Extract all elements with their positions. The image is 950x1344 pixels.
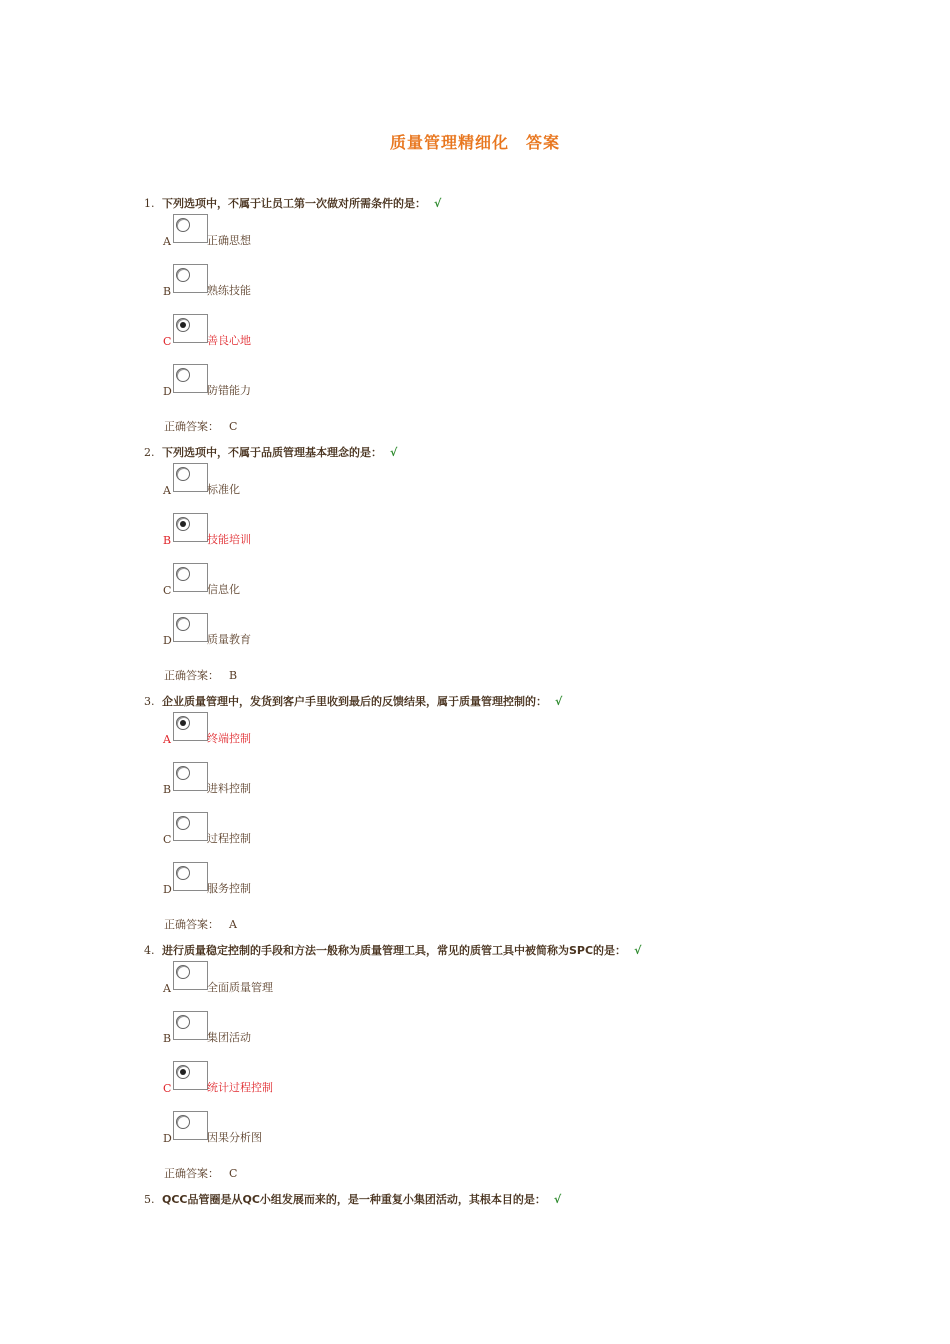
option-text: 服务控制 — [207, 882, 251, 895]
option-b[interactable] — [163, 264, 363, 300]
correct-answer — [164, 667, 237, 683]
option-letter: D — [163, 1132, 172, 1145]
question-text: 企业质量管理中，发货到客户手里收到最后的反馈结果，属于质量管理控制的： — [162, 695, 547, 708]
correct-answer-label: 正确答案： — [164, 918, 219, 931]
radio-frame — [173, 463, 208, 492]
radio-icon[interactable] — [176, 866, 190, 880]
correct-check-icon: √ — [634, 944, 642, 957]
question-number: 5. — [144, 1193, 155, 1206]
page-title: 质量管理精细化 答案 — [389, 133, 560, 152]
correct-answer-label: 正确答案： — [164, 420, 219, 433]
option-a[interactable] — [163, 463, 363, 499]
correct-check-icon: √ — [434, 197, 442, 210]
option-letter: B — [163, 1032, 172, 1045]
radio-icon[interactable] — [176, 218, 190, 232]
option-letter: A — [163, 235, 171, 248]
option-a[interactable] — [163, 961, 363, 997]
option-letter: C — [163, 335, 172, 348]
option-c[interactable] — [163, 1061, 363, 1097]
question-number: 4. — [144, 944, 155, 957]
option-d[interactable] — [163, 613, 363, 649]
radio-icon[interactable] — [176, 816, 190, 830]
radio-frame — [173, 264, 208, 293]
option-c[interactable] — [163, 563, 363, 599]
radio-icon[interactable] — [176, 965, 190, 979]
correct-answer-value: C — [229, 420, 238, 433]
option-c[interactable] — [163, 314, 363, 350]
correct-check-icon: √ — [553, 1193, 562, 1206]
option-text: 质量教育 — [207, 633, 251, 646]
option-letter: A — [163, 982, 171, 995]
option-letter: A — [163, 484, 171, 497]
option-letter: B — [163, 285, 172, 298]
correct-answer-value: B — [229, 669, 238, 682]
option-text: 进料控制 — [207, 782, 251, 795]
question-5 — [144, 1191, 561, 1207]
radio-icon[interactable] — [176, 467, 190, 481]
correct-answer-label: 正确答案： — [164, 669, 219, 682]
option-text: 熟练技能 — [207, 284, 251, 297]
radio-frame — [173, 712, 208, 741]
radio-frame — [173, 513, 208, 542]
option-text: 因果分析图 — [207, 1131, 262, 1144]
radio-frame — [173, 812, 208, 841]
question-number: 1. — [144, 197, 155, 210]
option-b[interactable] — [163, 762, 363, 798]
option-text: 善良心地 — [207, 334, 251, 347]
correct-answer — [164, 418, 237, 434]
correct-check-icon: √ — [555, 695, 563, 708]
option-a[interactable] — [163, 214, 363, 250]
question-number: 2. — [144, 446, 155, 459]
option-d[interactable] — [163, 364, 363, 400]
question-text: QCC品管圈是从QC小组发展而来的，是一种重复小集团活动，其根本目的是： — [162, 1193, 546, 1206]
option-d[interactable] — [163, 862, 363, 898]
question-4 — [144, 942, 641, 958]
option-d[interactable] — [163, 1111, 363, 1147]
radio-frame — [173, 563, 208, 592]
option-b[interactable] — [163, 513, 363, 549]
question-number: 3. — [144, 695, 155, 708]
radio-selected-icon[interactable] — [176, 318, 190, 332]
option-letter: B — [163, 534, 172, 547]
option-letter: A — [163, 733, 171, 746]
option-b[interactable] — [163, 1011, 363, 1047]
option-text: 标准化 — [207, 483, 240, 496]
radio-frame — [173, 1111, 208, 1140]
option-letter: B — [163, 783, 172, 796]
question-2 — [144, 444, 397, 460]
option-letter: D — [163, 634, 172, 647]
question-text: 下列选项中，不属于让员工第一次做对所需条件的是： — [162, 197, 426, 210]
correct-check-icon: √ — [390, 446, 398, 459]
option-text: 正确思想 — [207, 234, 251, 247]
radio-frame — [173, 961, 208, 990]
correct-answer-label: 正确答案： — [164, 1167, 219, 1180]
option-text: 全面质量管理 — [207, 981, 273, 994]
question-text: 下列选项中，不属于品质管理基本理念的是： — [162, 446, 382, 459]
question-3 — [144, 693, 562, 709]
option-letter: D — [163, 883, 172, 896]
radio-selected-icon[interactable] — [176, 1065, 190, 1079]
correct-answer-value: C — [229, 1167, 238, 1180]
radio-icon[interactable] — [176, 1115, 190, 1129]
radio-icon[interactable] — [176, 1015, 190, 1029]
option-text: 技能培训 — [207, 533, 251, 546]
radio-frame — [173, 862, 208, 891]
radio-frame — [173, 762, 208, 791]
correct-answer-value: A — [229, 918, 237, 931]
radio-icon[interactable] — [176, 567, 190, 581]
question-text: 进行质量稳定控制的手段和方法一般称为质量管理工具，常见的质管工具中被简称为SPC的是： — [162, 944, 627, 957]
option-text: 集团活动 — [207, 1031, 251, 1044]
correct-answer — [164, 1165, 237, 1181]
option-text: 防错能力 — [207, 384, 251, 397]
radio-icon[interactable] — [176, 368, 190, 382]
option-text: 终端控制 — [207, 732, 251, 745]
radio-selected-icon[interactable] — [176, 716, 190, 730]
radio-icon[interactable] — [176, 268, 190, 282]
option-letter: C — [163, 584, 172, 597]
radio-icon[interactable] — [176, 617, 190, 631]
option-letter: D — [163, 385, 172, 398]
radio-frame — [173, 1061, 208, 1090]
option-text: 过程控制 — [207, 832, 251, 845]
option-a[interactable] — [163, 712, 363, 748]
option-letter: C — [163, 833, 172, 846]
radio-frame — [173, 613, 208, 642]
radio-frame — [173, 214, 208, 243]
option-c[interactable] — [163, 812, 363, 848]
question-1 — [144, 195, 441, 211]
radio-frame — [173, 364, 208, 393]
option-letter: C — [163, 1082, 172, 1095]
radio-frame — [173, 1011, 208, 1040]
radio-selected-icon[interactable] — [176, 517, 190, 531]
option-text: 信息化 — [207, 583, 240, 596]
option-text: 统计过程控制 — [207, 1081, 273, 1094]
correct-answer — [164, 916, 237, 932]
radio-icon[interactable] — [176, 766, 190, 780]
radio-frame — [173, 314, 208, 343]
